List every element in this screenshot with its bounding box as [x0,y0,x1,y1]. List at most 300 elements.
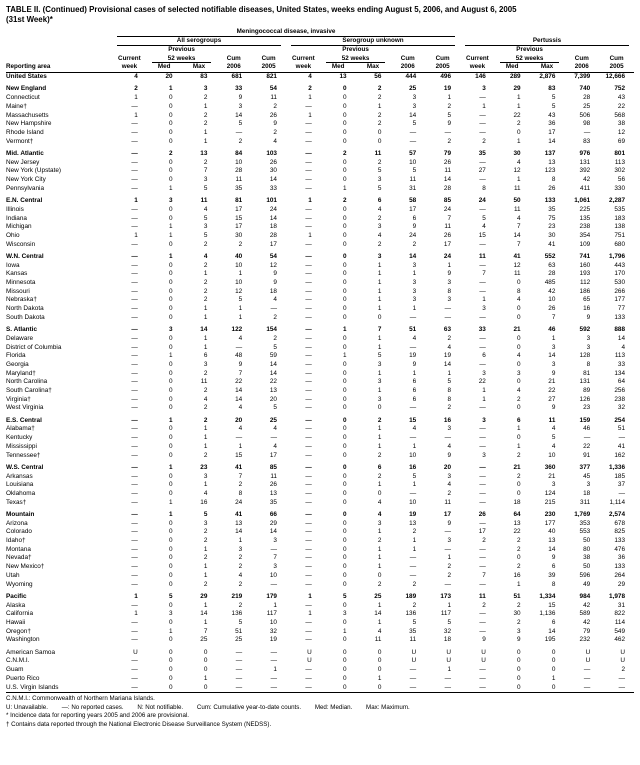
value-cell: 65 [583,296,591,304]
value-cell: — [618,489,626,497]
reporting-area-cell: Mountain [6,510,35,518]
table-row [6,684,634,693]
value-cell: 1 [134,111,138,119]
value-cell: 1,796 [609,252,626,260]
value-cell: — [270,305,277,313]
value-cell: 13 [548,158,556,166]
reporting-area-cell: Minnesota [6,279,36,287]
value-cell: — [479,111,486,119]
value-cell: 136 [231,610,243,618]
value-cell: 20 [443,463,452,471]
week-label: week [286,63,321,72]
value-cell: 28 [443,184,452,192]
value-cell: 154 [266,326,277,334]
value-cell: 17 [548,128,556,136]
value-cell: 2 [447,404,452,412]
value-cell: 18 [583,489,591,497]
value-cell: 1 [377,287,382,295]
value-cell: 740 [579,85,591,93]
value-cell: 0 [343,360,347,368]
value-cell: — [409,128,417,136]
value-cell: 9 [482,636,486,644]
value-cell: — [235,128,243,136]
value-cell: 32 [617,404,626,412]
reporting-area-cell: California [6,610,33,618]
value-cell: 39 [548,571,556,579]
value-cell: 0 [343,240,347,248]
value-cell: 25 [583,102,591,110]
cum-label: Cum [609,54,624,62]
value-cell: 0 [169,334,173,342]
reporting-area-cell: American Samoa [6,648,56,656]
pertussis-header: Pertussis [460,37,634,46]
value-cell: — [479,313,486,321]
reporting-area-cell: South Dakota [6,313,45,321]
value-cell: 530 [614,279,626,287]
value-cell: 230 [544,510,556,518]
value-cell: 485 [544,279,556,287]
value-cell: U [585,648,591,656]
value-cell: 81 [235,197,243,205]
value-cell: — [131,674,138,682]
value-cell: 4 [517,296,521,304]
value-cell: 0 [169,404,173,412]
value-cell: 4 [377,510,382,518]
value-cell: 2,574 [609,510,626,518]
value-cell: 0 [343,528,347,536]
value-cell: 28 [548,270,556,278]
value-cell: — [131,214,138,222]
value-cell: 2 [447,102,452,110]
cum-label: Cum [261,54,276,62]
cum-label: Cum [226,54,241,62]
value-cell: 1 [203,313,208,321]
reporting-area-cell: U.S. Virgin Islands [6,683,59,691]
value-cell: 50 [583,563,591,571]
value-cell: 1 [134,94,138,102]
value-cell: 2 [238,240,243,248]
value-cell: — [305,416,312,424]
value-cell: 2 [517,395,521,403]
value-cell: — [305,326,312,334]
value-cell: 14 [409,111,417,119]
value-cell: — [409,563,417,571]
value-cell: 57 [409,149,417,157]
table-row [6,490,634,499]
table-row [6,610,634,619]
value-cell: U [133,648,138,656]
value-cell: 3 [377,378,382,386]
table-row [6,657,634,666]
value-cell: 27 [548,395,556,403]
table-title-line1: TABLE II. (Continued) Provisional cases of selected notifiable diseases, United States, weeks ending August 5, 2006, and August 6, 2005 [6,5,517,14]
value-cell: 4 [447,481,452,489]
value-cell: 0 [343,334,347,342]
value-cell: 2 [203,120,208,128]
value-cell: — [235,674,243,682]
value-cell: 4 [517,158,521,166]
value-cell: 0 [169,666,173,674]
value-cell: 14 [269,360,277,368]
value-cell: 225 [579,205,591,213]
value-cell: 7 [517,240,521,248]
value-cell: 2 [238,481,243,489]
value-cell: — [305,387,312,395]
value-cell: — [305,149,312,157]
value-cell: — [305,683,312,691]
reporting-area-cell: Michigan [6,223,32,231]
table-row [6,396,634,405]
notifiable-diseases-table [6,28,634,693]
value-cell: 4 [517,352,521,360]
value-cell: — [479,240,486,248]
value-cell: 2 [377,111,382,119]
value-cell: 101 [266,197,277,205]
value-cell: 2 [447,563,452,571]
value-cell: 1 [308,94,312,102]
value-cell: — [479,261,486,269]
value-cell: 1 [308,197,312,205]
value-cell: 1 [447,94,452,102]
value-cell: 1 [343,627,347,635]
value-cell: — [305,472,312,480]
value-cell: 54 [269,85,277,93]
value-cell: 1 [377,528,382,536]
value-cell: 42 [548,287,556,295]
value-cell: — [409,571,417,579]
value-cell: 1 [134,197,138,205]
value-cell: — [131,510,138,518]
value-cell: 4 [412,425,417,433]
value-cell: 1 [203,270,208,278]
value-cell: — [131,537,138,545]
value-cell: 1 [377,481,382,489]
reporting-area-cell: Vermont† [6,137,34,145]
value-cell: 1 [377,296,382,304]
week-label: week [460,63,495,72]
value-cell: 89 [583,387,591,395]
value-cell: — [131,489,138,497]
value-cell: — [479,545,486,553]
value-cell: 3 [169,326,173,334]
table-row [6,223,634,232]
value-cell: 1 [343,326,347,334]
table-row [6,649,634,658]
value-cell: 5 [412,120,417,128]
value-cell: 0 [343,463,347,471]
value-cell: 42 [583,601,591,609]
value-cell: — [131,545,138,553]
reporting-area-cell: Arizona [6,519,28,527]
value-cell: 0 [169,425,173,433]
value-cell: 1,336 [609,463,626,471]
value-cell: 5 [377,167,382,175]
value-cell: 41 [617,442,626,450]
value-cell: 2 [308,85,312,93]
value-cell: 7 [447,214,452,222]
reporting-area-cell: S. Atlantic [6,326,38,334]
value-cell: 9 [551,369,556,377]
table-row [6,636,634,645]
value-cell: — [305,313,312,321]
value-cell: — [131,205,138,213]
value-cell: — [409,683,417,691]
value-cell: 1 [551,674,556,682]
value-cell: 3 [238,545,243,553]
value-cell: 1 [169,85,173,93]
value-cell: 0 [343,416,347,424]
value-cell: 596 [579,571,591,579]
value-cell: 9 [273,279,277,287]
value-cell: 109 [579,240,591,248]
value-cell: 3 [377,360,382,368]
value-cell: 1 [169,463,173,471]
value-cell: — [479,128,486,136]
value-cell: 1 [134,231,138,239]
value-cell: 0 [377,666,382,674]
value-cell: 266 [614,287,626,295]
value-cell: 0 [169,554,173,562]
table-row [6,417,634,426]
value-cell: 1 [412,481,417,489]
value-cell: 0 [343,404,347,412]
value-cell: 1 [203,563,208,571]
value-cell: — [479,619,486,626]
value-cell: 84 [235,149,243,157]
value-cell: 133 [614,563,626,571]
value-cell: 3 [238,102,243,110]
value-cell: 24 [269,205,277,213]
value-cell: 0 [169,683,173,691]
max-label: Max [356,63,391,72]
value-cell: 0 [169,128,173,136]
value-cell: — [479,481,486,489]
value-cell: 0 [169,434,173,442]
value-cell: 22 [513,111,521,119]
value-cell: 35 [235,184,243,192]
reporting-area-cell: New England [6,85,47,93]
value-cell: 0 [343,369,347,377]
value-cell: 2 [447,137,452,145]
value-cell: 592 [579,326,591,334]
value-cell: 0 [517,128,521,136]
value-cell: 0 [343,378,347,386]
value-cell: — [305,395,312,403]
value-cell: 3 [377,176,382,184]
value-cell: — [131,519,138,527]
year-2005-label: 2005 [599,63,634,72]
table-row [6,150,634,159]
value-cell: — [305,510,312,518]
value-cell: 0 [169,451,173,459]
value-cell: 5 [273,404,277,412]
value-cell: 193 [579,270,591,278]
value-cell: 3 [273,563,277,571]
value-cell: 20 [269,395,277,403]
value-cell: 553 [579,528,591,536]
value-cell: — [409,554,417,562]
value-cell: 1 [377,305,382,313]
table-row [6,619,634,628]
value-cell: — [305,601,312,609]
reporting-area-cell: New Hampshire [6,120,52,128]
weeks52-label: 52 weeks [495,55,565,64]
value-cell: — [479,563,486,571]
value-cell: 14 [269,214,277,222]
value-cell: 1 [412,537,417,545]
reporting-area-cell: Rhode Island [6,128,44,136]
value-cell: 25 [409,85,417,93]
table-row [6,120,634,129]
table-row [6,572,634,581]
value-cell: 35 [478,149,486,157]
value-cell: 0 [343,261,347,269]
value-cell: 9 [273,120,277,128]
value-cell: — [444,674,452,682]
value-cell: 32 [443,627,452,635]
value-cell: — [305,554,312,562]
table-row [6,434,634,443]
value-cell: — [479,674,486,682]
value-cell: 26 [269,158,277,166]
value-cell: — [479,666,486,674]
value-cell: — [444,528,452,536]
value-cell: — [583,128,591,136]
value-cell: 2 [203,404,208,412]
value-cell: U [411,648,417,656]
value-cell: 238 [579,223,591,231]
value-cell: 28 [235,167,243,175]
meningococcal-group-header: Meningococcal disease, invasive [112,28,460,37]
value-cell: — [131,528,138,536]
reporting-area-cell: North Dakota [6,305,44,313]
value-cell: 1 [447,554,452,562]
value-cell: — [131,149,138,157]
value-cell: 17 [269,240,277,248]
value-cell: 0 [343,94,347,102]
value-cell: — [409,343,417,351]
value-cell: 2 [517,451,521,459]
value-cell: 114 [614,619,626,626]
value-cell: — [305,352,312,360]
value-cell: 26 [443,158,452,166]
value-cell: 4 [377,205,382,213]
value-cell: 6 [551,563,556,571]
value-cell: 2 [377,85,382,93]
value-cell: 496 [440,73,452,81]
value-cell: 14 [374,610,382,618]
value-cell: 0 [517,674,521,682]
value-cell: 2 [203,369,208,377]
med-label: Med [495,63,530,72]
value-cell: 10 [409,498,417,506]
table-row [6,520,634,529]
value-cell: 36 [617,554,626,562]
value-cell: 1 [169,627,173,635]
value-cell: 14 [409,252,417,260]
table-row [6,94,634,103]
table-row [6,404,634,413]
value-cell: 0 [343,111,347,119]
value-cell: 30 [235,231,243,239]
value-cell: — [270,545,277,553]
value-cell: 33 [269,184,277,192]
value-cell: 0 [343,296,347,304]
value-cell: 35 [548,205,556,213]
value-cell: 4 [273,425,277,433]
value-cell: 9 [412,360,417,368]
value-cell: 26 [443,231,452,239]
value-cell: 43 [617,94,626,102]
value-cell: 1 [517,580,521,588]
value-cell: 1 [377,601,382,609]
value-cell: 1 [203,343,208,351]
value-cell: 2 [377,580,382,588]
value-cell: 3 [586,343,591,351]
value-cell: 2 [203,240,208,248]
value-cell: 12 [235,287,243,295]
value-cell: 0 [377,404,382,412]
value-cell: 162 [614,451,626,459]
value-cell: 2 [412,528,417,536]
value-cell: 113 [614,158,626,166]
value-cell: 1 [203,102,208,110]
value-cell: — [131,416,138,424]
value-cell: 0 [343,489,347,497]
value-cell: 83 [200,73,208,81]
value-cell: 2 [447,334,452,342]
table-row [6,443,634,452]
serogroup-unknown-header: Serogroup unknown [286,37,460,46]
value-cell: 26 [548,305,556,313]
value-cell: — [131,498,138,506]
value-cell: — [583,674,591,682]
value-cell: 0 [169,167,173,175]
value-cell: 85 [443,197,452,205]
value-cell: 1 [377,279,382,287]
value-cell: 0 [169,240,173,248]
value-cell: 133 [544,197,556,205]
value-cell: 0 [169,580,173,588]
value-cell: 9 [273,270,277,278]
year-2006-label: 2006 [390,63,425,72]
value-cell: 2 [203,580,208,588]
value-cell: 0 [343,442,347,450]
year-2005-label: 2005 [425,63,460,72]
table-title [6,5,634,24]
value-cell: 0 [169,296,173,304]
value-cell: 1 [412,369,417,377]
value-cell: 7 [551,313,556,321]
value-cell: 13 [409,519,417,527]
value-cell: 0 [517,657,521,665]
value-cell: 0 [517,554,521,562]
value-cell: 3 [412,261,417,269]
value-cell: 13 [513,519,521,527]
value-cell: 0 [343,554,347,562]
value-cell: — [270,434,277,442]
value-cell: 33 [617,360,626,368]
value-cell: 1 [238,537,243,545]
reporting-area-cell: West Virginia [6,404,44,412]
value-cell: 4 [412,334,417,342]
reporting-area-cell: W.S. Central [6,463,44,471]
current-label: Current [118,54,141,62]
value-cell: 1 [203,434,208,442]
value-cell: 137 [544,149,556,157]
value-cell: — [479,176,486,184]
value-cell: 5 [551,434,556,442]
